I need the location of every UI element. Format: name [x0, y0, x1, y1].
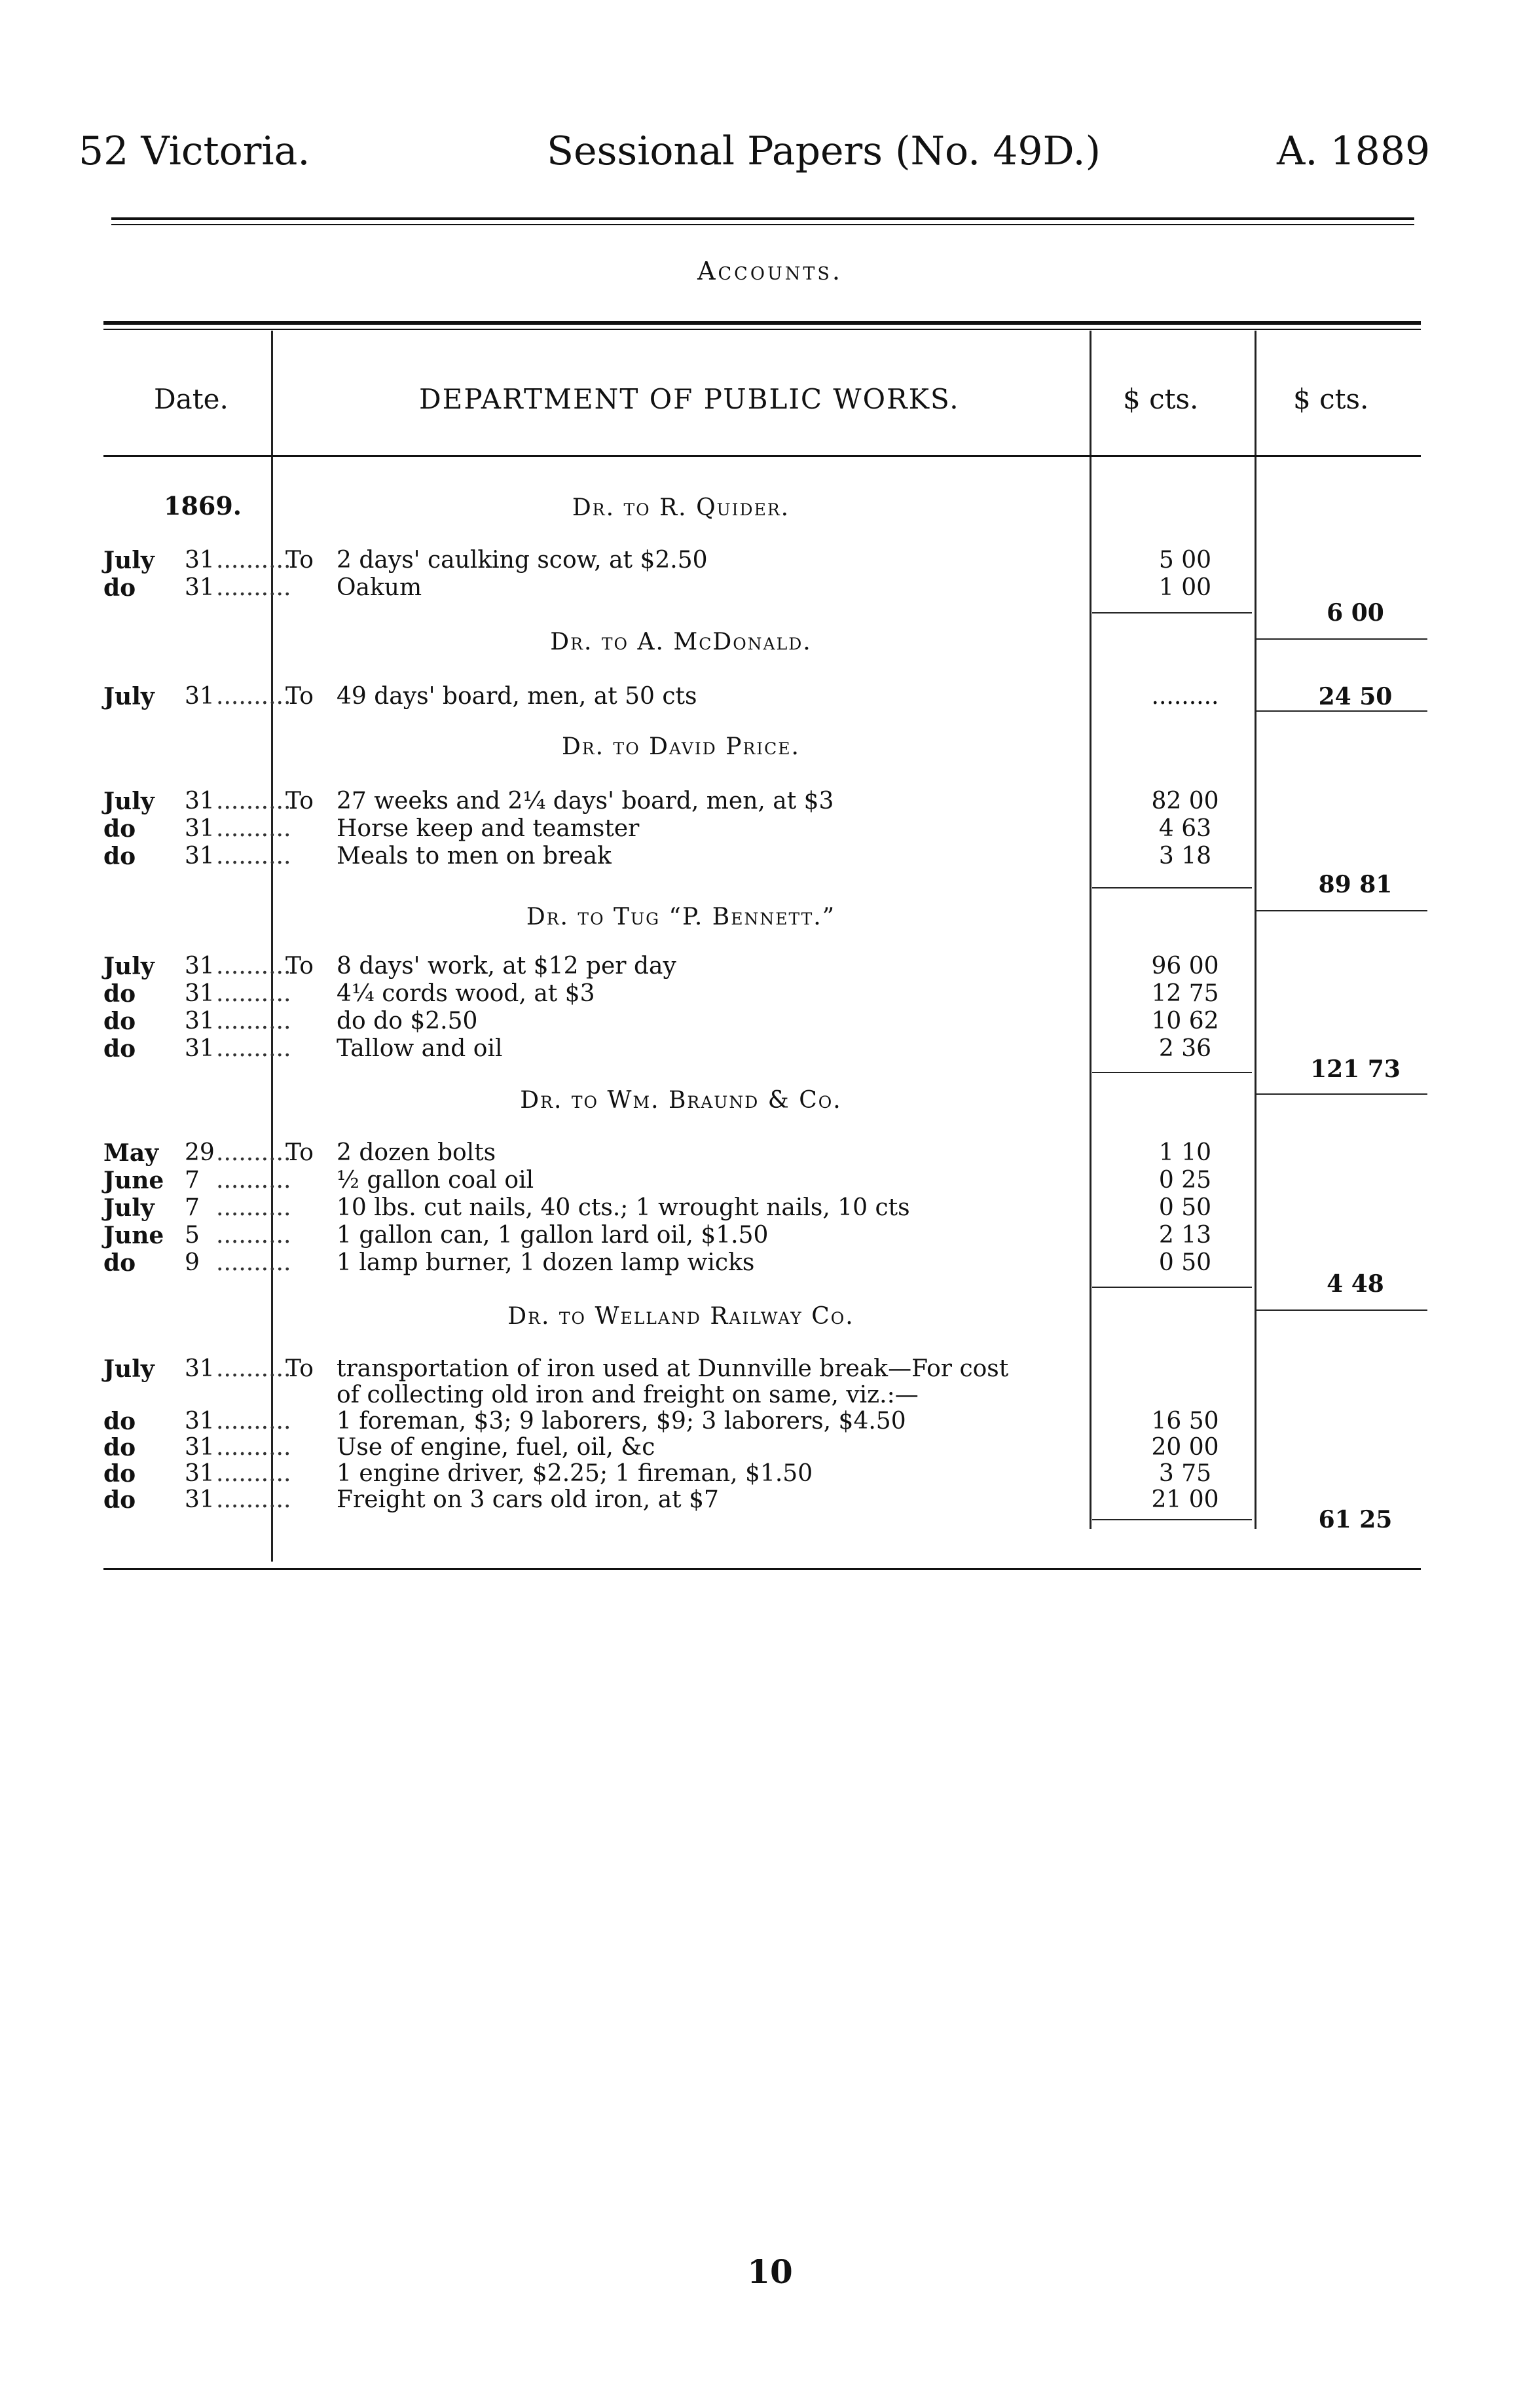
entry-to: To [285, 788, 314, 815]
entry-amount: 16 50 [1151, 1408, 1219, 1435]
entry-day: 31 [185, 574, 215, 601]
page-header [0, 128, 1540, 187]
table-rule-top [103, 321, 1421, 325]
ledger-row [0, 574, 1540, 602]
entry-month: July [103, 683, 155, 710]
ledger-row [0, 1139, 1540, 1167]
entry-day: 31 [185, 1008, 215, 1035]
entry-month: July [103, 1194, 155, 1222]
col-header-date: Date. [154, 383, 229, 415]
leader-dots: .......... [216, 1222, 291, 1249]
entry-day: 31 [185, 1035, 215, 1062]
entry-month: do [103, 1035, 136, 1063]
total-rule [1256, 1093, 1427, 1095]
leader-dots: .......... [216, 1167, 291, 1194]
subtotal-rule [1092, 1287, 1252, 1288]
leader-dots: .......... [216, 788, 291, 815]
table-rule-bottom [103, 1568, 1421, 1570]
entry-description: of collecting old iron and freight on same, viz.:— [337, 1382, 919, 1408]
entry-to: To [285, 547, 314, 574]
subtotal-rule [1092, 887, 1252, 888]
col-header-amount2: $ cts. [1293, 383, 1369, 415]
entry-month: July [103, 1355, 155, 1383]
header-right: A. 1889 [1277, 128, 1431, 174]
col-divider-amount [1255, 331, 1256, 1529]
ledger-row [0, 953, 1540, 980]
entry-day: 31 [185, 843, 215, 870]
entry-amount: ......... [1151, 683, 1219, 710]
entry-day: 31 [185, 980, 215, 1007]
entry-description: 1 foreman, $3; 9 laborers, $9; 3 laborers, $4.50 [337, 1408, 906, 1435]
leader-dots: .......... [216, 1434, 291, 1461]
entry-amount: 12 75 [1151, 980, 1219, 1007]
entry-description: 1 gallon can, 1 gallon lard oil, $1.50 [337, 1222, 769, 1249]
entry-description: transportation of iron used at Dunnville break—For cost [337, 1355, 1009, 1382]
entry-day: 31 [185, 1460, 215, 1487]
entry-month: do [103, 815, 136, 843]
entry-description: 1 lamp burner, 1 dozen lamp wicks [337, 1249, 755, 1276]
entry-description: 4¼ cords wood, at $3 [337, 980, 595, 1007]
total-rule [1256, 638, 1427, 640]
col-header-department: DEPARTMENT OF PUBLIC WORKS. [419, 383, 960, 415]
entry-description: Horse keep and teamster [337, 815, 640, 842]
ledger-row [0, 1434, 1540, 1461]
subtotal-rule [1092, 612, 1252, 613]
entry-month: do [103, 1008, 136, 1035]
header-left: 52 Victoria. [79, 128, 310, 174]
entry-description: Meals to men on break [337, 843, 612, 870]
entry-month: do [103, 1408, 136, 1435]
creditor-total: 61 25 [1318, 1506, 1393, 1533]
entry-amount: 0 50 [1158, 1194, 1212, 1221]
entry-day: 7 [185, 1194, 200, 1221]
entry-amount: 1 10 [1158, 1139, 1212, 1166]
creditor-total: 6 00 [1327, 599, 1384, 627]
total-rule [1256, 1309, 1427, 1311]
entry-amount: 2 36 [1158, 1035, 1212, 1062]
leader-dots: .......... [216, 1355, 291, 1382]
entry-description: 2 dozen bolts [337, 1139, 496, 1166]
entry-day: 7 [185, 1167, 200, 1194]
total-rule [1256, 910, 1427, 911]
header-bottom-rule [103, 455, 1421, 457]
ledger-row [0, 843, 1540, 870]
entry-month: do [103, 1249, 136, 1277]
entry-amount: 21 00 [1151, 1486, 1219, 1513]
ledger-row [0, 980, 1540, 1008]
header-rule-bottom [111, 224, 1414, 225]
creditor-name: Dr. to A. McDonald. [550, 629, 812, 655]
entry-description: Freight on 3 cars old iron, at $7 [337, 1486, 719, 1513]
entry-description: 2 days' caulking scow, at $2.50 [337, 547, 708, 574]
leader-dots: .......... [216, 574, 291, 601]
entry-description: 49 days' board, men, at 50 cts [337, 683, 697, 710]
entry-day: 31 [185, 953, 215, 980]
entry-amount: 3 18 [1158, 843, 1212, 870]
entry-description: 10 lbs. cut nails, 40 cts.; 1 wrought nails, 10 cts [337, 1194, 910, 1221]
entry-day: 9 [185, 1249, 200, 1276]
entry-amount: 0 50 [1158, 1249, 1212, 1276]
entry-description: ½ gallon coal oil [337, 1167, 534, 1194]
entry-to: To [285, 1139, 314, 1166]
entry-description: 1 engine driver, $2.25; 1 fireman, $1.50 [337, 1460, 813, 1487]
creditor-name: Dr. to David Price. [561, 733, 801, 760]
creditor-name: Dr. to Welland Railway Co. [507, 1303, 854, 1330]
entry-day: 31 [185, 547, 215, 574]
leader-dots: .......... [216, 953, 291, 980]
section-title: Accounts. [697, 257, 843, 285]
creditor-total: 121 73 [1310, 1055, 1401, 1083]
entry-description: Use of engine, fuel, oil, &c [337, 1434, 655, 1461]
creditor-name: Dr. to Wm. Braund & Co. [520, 1087, 842, 1114]
entry-day: 31 [185, 1355, 215, 1382]
ledger-row [0, 1167, 1540, 1194]
entry-month: do [103, 1434, 136, 1461]
creditor-name: Dr. to Tug “P. Bennett.” [526, 904, 836, 930]
entry-amount: 3 75 [1158, 1460, 1212, 1487]
entry-month: do [103, 980, 136, 1008]
entry-amount: 4 63 [1158, 815, 1212, 842]
entry-day: 31 [185, 1434, 215, 1461]
entry-day: 31 [185, 815, 215, 842]
page-number: 10 [747, 2252, 793, 2291]
ledger-row [0, 788, 1540, 815]
entry-description: Tallow and oil [337, 1035, 503, 1062]
leader-dots: .......... [216, 1460, 291, 1487]
entry-month: do [103, 843, 136, 870]
creditor-name: Dr. to R. Quider. [572, 494, 790, 521]
ledger-row [0, 1355, 1540, 1383]
ledger-row [0, 1408, 1540, 1435]
col-header-amount1: $ cts. [1123, 383, 1199, 415]
entry-to: To [285, 683, 314, 710]
col-divider-desc [1090, 331, 1091, 1529]
entry-month: do [103, 1486, 136, 1514]
leader-dots: .......... [216, 843, 291, 870]
entry-day: 31 [185, 788, 215, 815]
entry-amount: 96 00 [1151, 953, 1219, 980]
creditor-total: 24 50 [1318, 683, 1393, 710]
leader-dots: .......... [216, 1008, 291, 1035]
entry-to: To [285, 1355, 314, 1382]
header-center: Sessional Papers (No. 49D.) [547, 128, 1101, 174]
year: 1869. [164, 491, 242, 521]
entry-month: July [103, 547, 155, 574]
leader-dots: .......... [216, 1408, 291, 1435]
entry-day: 31 [185, 683, 215, 710]
ledger-row [0, 1194, 1540, 1222]
entry-month: May [103, 1139, 159, 1167]
entry-day: 5 [185, 1222, 200, 1249]
entry-month: July [103, 953, 155, 980]
entry-to: To [285, 953, 314, 980]
leader-dots: .......... [216, 1194, 291, 1221]
entry-month: do [103, 1460, 136, 1488]
entry-description: 27 weeks and 2¼ days' board, men, at $3 [337, 788, 834, 815]
entry-month: July [103, 788, 155, 815]
subtotal-rule [1092, 1072, 1252, 1073]
entry-description: Oakum [337, 574, 422, 601]
entry-day: 31 [185, 1408, 215, 1435]
entry-amount: 5 00 [1158, 547, 1212, 574]
entry-day: 29 [185, 1139, 215, 1166]
ledger-row [0, 815, 1540, 843]
ledger-row [0, 1008, 1540, 1035]
leader-dots: .......... [216, 1035, 291, 1062]
entry-day: 31 [185, 1486, 215, 1513]
leader-dots: .......... [216, 1139, 291, 1166]
total-rule [1256, 710, 1427, 712]
ledger-row [0, 1460, 1540, 1488]
leader-dots: .......... [216, 815, 291, 842]
ledger-row [0, 547, 1540, 574]
entry-amount: 10 62 [1151, 1008, 1219, 1035]
leader-dots: .......... [216, 683, 291, 710]
ledger-row [0, 1382, 1540, 1409]
entry-amount: 1 00 [1158, 574, 1212, 601]
entry-amount: 2 13 [1158, 1222, 1212, 1249]
creditor-total: 4 48 [1327, 1270, 1384, 1298]
entry-month: do [103, 574, 136, 602]
entry-amount: 20 00 [1151, 1434, 1219, 1461]
entry-amount: 0 25 [1158, 1167, 1212, 1194]
entry-amount: 82 00 [1151, 788, 1219, 815]
table-rule-top-thin [103, 329, 1421, 330]
leader-dots: .......... [216, 980, 291, 1007]
entry-description: 8 days' work, at $12 per day [337, 953, 676, 980]
subtotal-rule [1092, 1519, 1252, 1520]
header-rule-top [111, 217, 1414, 220]
entry-month: June [103, 1222, 164, 1249]
entry-description: do do $2.50 [337, 1008, 478, 1035]
leader-dots: .......... [216, 1249, 291, 1276]
ledger-row [0, 1222, 1540, 1249]
leader-dots: .......... [216, 1486, 291, 1513]
entry-month: June [103, 1167, 164, 1194]
creditor-total: 89 81 [1318, 871, 1393, 898]
leader-dots: .......... [216, 547, 291, 574]
